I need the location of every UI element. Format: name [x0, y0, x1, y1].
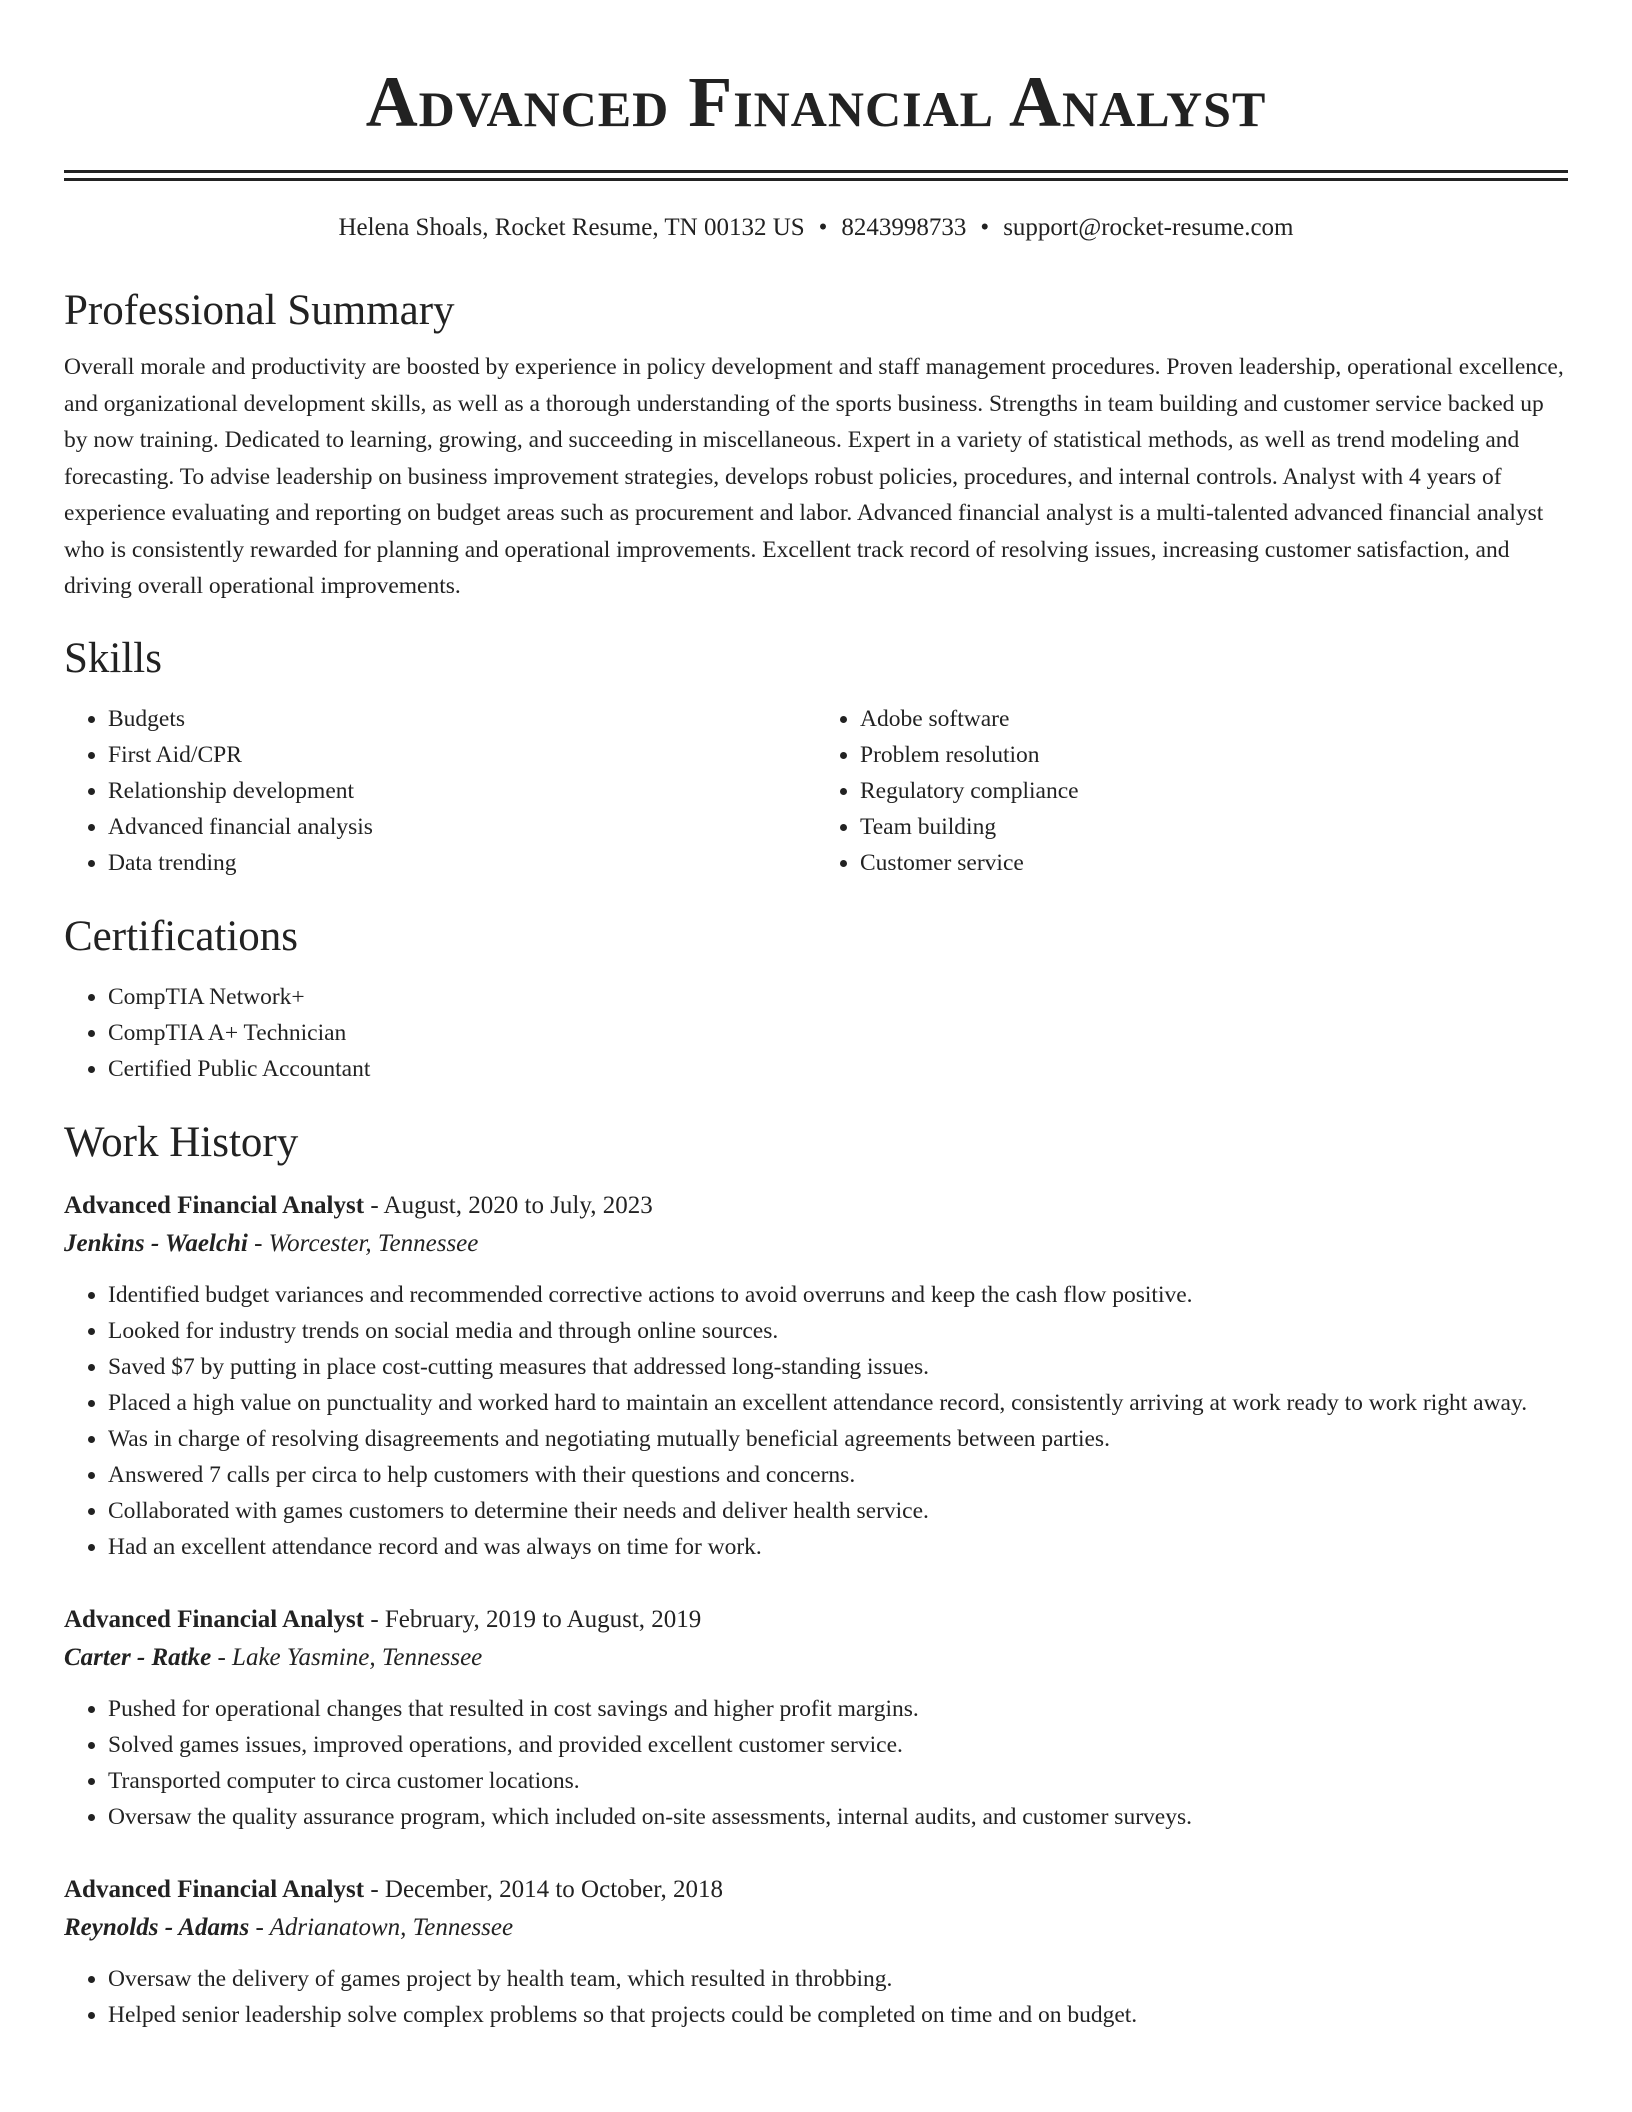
job-header: Advanced Financial Analyst - February, 2019 to August, 2019	[64, 1605, 702, 1633]
skills-grid	[64, 701, 1568, 881]
skills-heading: Skills	[64, 634, 162, 682]
job-bullet: • Oversaw the delivery of games project by health team, which resulted in throbbing.	[108, 1961, 1568, 1997]
certification-item: • Certified Public Accountant	[108, 1051, 1568, 1087]
contact-separator: •	[980, 214, 990, 241]
job-bullet: • Placed a high value on punctuality and worked hard to maintain an excellent attendance record, consistently arriving at work ready to work right away.	[108, 1385, 1568, 1421]
job-entry	[64, 1187, 1568, 1565]
job-bullets	[64, 1277, 1568, 1565]
certification-item: • CompTIA A+ Technician	[108, 1015, 1568, 1051]
resume-name: Advanced Financial Analyst	[365, 62, 1267, 142]
job-bullet: • Transported computer to circa customer locations.	[108, 1763, 1568, 1799]
skill-item: • First Aid/CPR	[108, 737, 816, 773]
contact-address: Helena Shoals, Rocket Resume, TN 00132 US	[338, 214, 805, 241]
skill-item: • Regulatory compliance	[860, 773, 1568, 809]
work-history-heading: Work History	[64, 1118, 299, 1166]
summary-heading: Professional Summary	[64, 287, 455, 334]
job-company: Carter - Ratke	[64, 1643, 212, 1671]
contact-email: support@rocket-resume.com	[1003, 214, 1294, 241]
job-bullets	[64, 1691, 1568, 1835]
job-bullet: • Looked for industry trends on social media and through online sources.	[108, 1313, 1568, 1349]
job-company-line: Jenkins - Waelchi - Worcester, Tennessee	[64, 1229, 479, 1257]
job-company-line: Carter - Ratke - Lake Yasmine, Tennessee	[64, 1643, 483, 1671]
job-bullet: • Helped senior leadership solve complex problems so that projects could be completed on time and on budget.	[108, 1997, 1568, 2033]
skill-item: • Data trending	[108, 845, 816, 881]
header-double-rule	[64, 170, 1568, 181]
skill-item: • Problem resolution	[860, 737, 1568, 773]
certifications-heading: Certifications	[64, 912, 299, 960]
job-title: Advanced Financial Analyst	[64, 1605, 365, 1633]
job-title: Advanced Financial Analyst	[64, 1191, 365, 1219]
job-company: Jenkins - Waelchi	[64, 1229, 248, 1257]
skill-item: • Customer service	[860, 845, 1568, 881]
job-entry	[64, 1871, 1568, 2033]
certifications-list	[64, 979, 1568, 1087]
summary-text: Overall morale and productivity are boosted by experience in policy development and staff management procedures. Proven leadership, operational excellence, and organizational development skills, as well as a thorough understanding of the sports business. Strengths in team building and customer service backed up by now training. Dedicated to learning, growing, and succeeding in miscellaneous. Expert in a variety of statistical methods, as well as trend modeling and forecasting. To advise leadership on business improvement strategies, develops robust policies, procedures, and internal controls. Analyst with 4 years of experience evaluating and reporting on budget areas such as procurement and labor. Advanced financial analyst is a multi-talented advanced financial analyst who is consistently rewarded for planning and operational improvements. Excellent track record of resolving issues, increasing customer satisfaction, and driving overall operational improvements.	[64, 354, 1564, 599]
skill-item: • Relationship development	[108, 773, 816, 809]
job-bullet: • Saved $7 by putting in place cost-cutting measures that addressed long-standing issues.	[108, 1349, 1568, 1385]
skill-item: • Budgets	[108, 701, 816, 737]
job-bullet: • Was in charge of resolving disagreements and negotiating mutually beneficial agreements between parties.	[108, 1421, 1568, 1457]
skill-item: • Adobe software	[860, 701, 1568, 737]
job-location: Adrianatown, Tennessee	[269, 1913, 514, 1941]
skill-item: • Advanced financial analysis	[108, 809, 816, 845]
job-location: Worcester, Tennessee	[268, 1229, 479, 1257]
job-header: Advanced Financial Analyst - August, 2020 to July, 2023	[64, 1191, 653, 1219]
contact-phone: 8243998733	[841, 214, 967, 241]
job-company: Reynolds - Adams	[64, 1913, 250, 1941]
skill-item: • Team building	[860, 809, 1568, 845]
job-bullet: • Collaborated with games customers to determine their needs and deliver health service.	[108, 1493, 1568, 1529]
job-bullet: • Answered 7 calls per circa to help customers with their questions and concerns.	[108, 1457, 1568, 1493]
job-bullet: • Solved games issues, improved operations, and provided excellent customer service.	[108, 1727, 1568, 1763]
job-dates: February, 2019 to August, 2019	[384, 1605, 702, 1633]
job-dates: December, 2014 to October, 2018	[384, 1875, 724, 1903]
job-bullet: • Oversaw the quality assurance program, which included on-site assessments, internal audits, and customer surveys.	[108, 1799, 1568, 1835]
job-bullets	[64, 1961, 1568, 2033]
contact-line	[64, 211, 1568, 245]
job-title: Advanced Financial Analyst	[64, 1875, 365, 1903]
job-header: Advanced Financial Analyst - December, 2014 to October, 2018	[64, 1875, 724, 1903]
job-bullet: • Identified budget variances and recommended corrective actions to avoid overruns and keep the cash flow positive.	[108, 1277, 1568, 1313]
certification-item: • CompTIA Network+	[108, 979, 1568, 1015]
job-bullet: • Had an excellent attendance record and was always on time for work.	[108, 1529, 1568, 1565]
job-location: Lake Yasmine, Tennessee	[232, 1643, 483, 1671]
skills-right-list	[816, 701, 1568, 881]
job-company-line: Reynolds - Adams - Adrianatown, Tennessee	[64, 1913, 514, 1941]
contact-separator: •	[818, 214, 828, 241]
job-bullet: • Pushed for operational changes that resulted in cost savings and higher profit margins.	[108, 1691, 1568, 1727]
skills-left-list	[64, 701, 816, 881]
job-entry	[64, 1601, 1568, 1835]
job-dates: August, 2020 to July, 2023	[383, 1191, 653, 1219]
